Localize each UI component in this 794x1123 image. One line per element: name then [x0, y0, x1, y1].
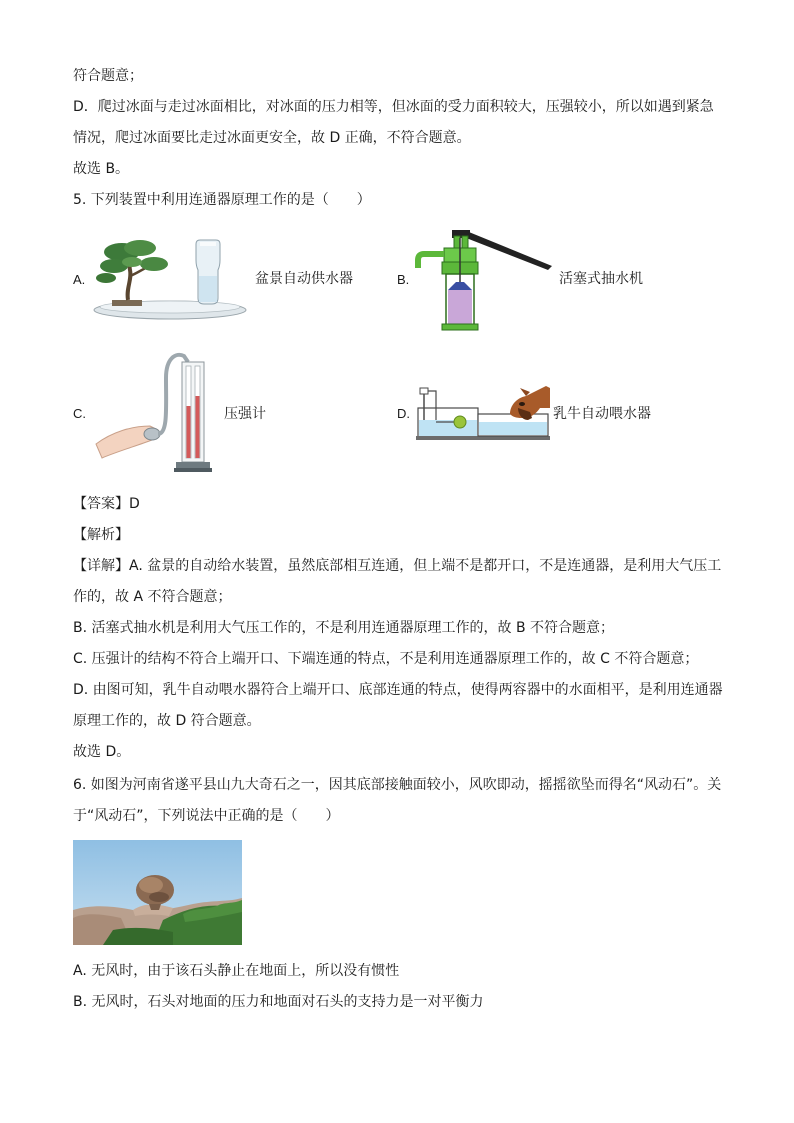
detail-line: 原理工作的，故 D 符合题意。 — [73, 713, 261, 729]
text-line: 故选 D。 — [73, 744, 131, 760]
option-a-letter: A. — [73, 272, 86, 287]
option-a-caption: 盆景自动供水器 — [255, 271, 353, 287]
bonsai-water-feeder-figure — [92, 236, 248, 322]
detail-line: 作的，故 A 不符合题意； — [73, 589, 232, 605]
text-line: 情况，爬过冰面要比走过冰面更安全，故 D 正确，不符合题意。 — [73, 130, 471, 146]
question-6-option-a: A. 无风时，由于该石头静止在地面上，所以没有惯性 — [73, 963, 400, 979]
piston-water-pump-figure — [414, 224, 554, 334]
detail-line: C. 压强计的结构不符合上端开口、下端连通的特点，不是利用连通器原理工作的，故 C 不符合题意； — [73, 651, 699, 667]
text-line: 故选 B。 — [73, 161, 130, 177]
option-b-letter: B. — [397, 272, 410, 287]
option-d-letter: D. — [397, 406, 410, 421]
text-line: 符合题意； — [73, 68, 143, 84]
answer-label: 【答案】D — [73, 496, 140, 512]
analysis-label: 【解析】 — [73, 527, 129, 543]
question-6-stem: 6. 如图为河南省遂平县山九大奇石之一，因其底部接触面较小，风吹即动，摇摇欲坠而得名“风动石”。关 — [73, 777, 722, 793]
wind-moving-stone-photo — [73, 840, 242, 945]
cow-auto-waterer-figure — [414, 378, 550, 448]
option-c-caption: 压强计 — [224, 406, 266, 422]
option-c-letter: C. — [73, 406, 86, 421]
text-line: D．爬过冰面与走过冰面相比，对冰面的压力相等，但冰面的受力面积较大，压强较小，所以如遇到紧急 — [73, 99, 714, 115]
question-5-stem: 5. 下列装置中利用连通器原理工作的是（ ） — [73, 192, 371, 208]
option-d-caption: 乳牛自动喂水器 — [553, 406, 651, 422]
question-6-stem: 于“风动石”，下列说法中正确的是（ ） — [73, 808, 340, 824]
detail-line: 【详解】A. 盆景的自动给水装置，虽然底部相互连通，但上端不是都开口，不是连通器，是利用大气压工 — [73, 558, 722, 574]
detail-line: B. 活塞式抽水机是利用大气压工作的，不是利用连通器原理工作的，故 B 不符合题意； — [73, 620, 615, 636]
detail-line: D. 由图可知，乳牛自动喂水器符合上端开口、底部连通的特点，使得两容器中的水面相平，是利用连通器 — [73, 682, 723, 698]
option-b-caption: 活塞式抽水机 — [559, 271, 643, 287]
pressure-gauge-figure — [92, 348, 222, 476]
question-6-option-b: B. 无风时，石头对地面的压力和地面对石头的支持力是一对平衡力 — [73, 994, 484, 1010]
